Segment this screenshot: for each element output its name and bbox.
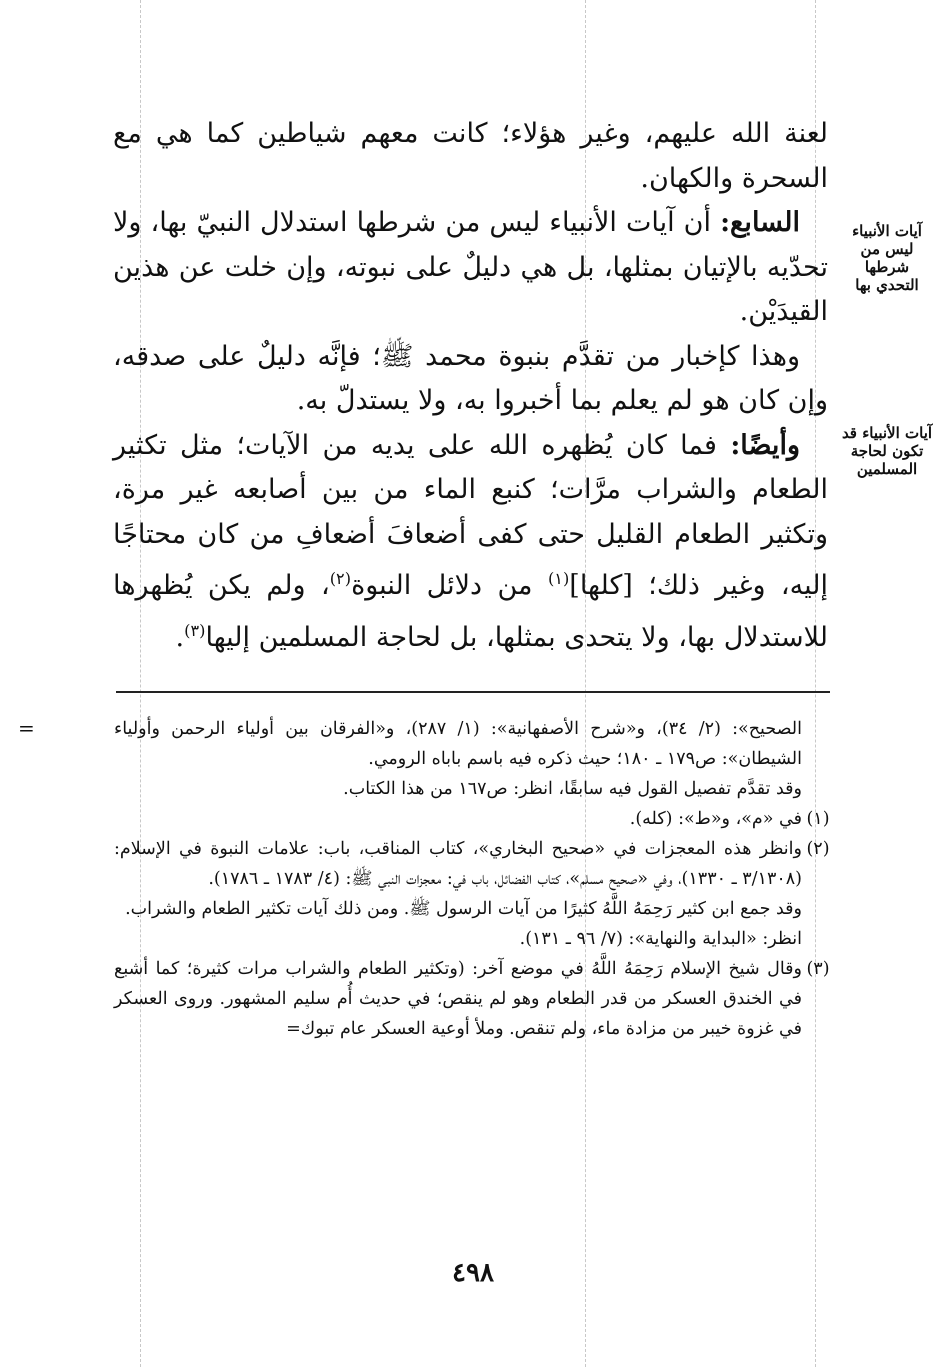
sidenote-1-line: ليس من شرطها	[860, 240, 914, 276]
paragraph-2-body: أن آيات الأنبياء ليس من شرطها استدلال النبيّ بها، ولا تحدّيه بالإتيان بمثلها، بل هي دليلٌ على نبوته، وإن خلت عن هذين القيدَيْن.	[113, 207, 828, 327]
paragraph-1: لعنة الله عليهم، وغير هؤلاء؛ كانت معهم شياطين كما هي مع السحرة والكهان.	[113, 118, 828, 194]
sidenote-1-line: التحدي بها	[855, 276, 919, 294]
footnote-3	[114, 954, 834, 1044]
sidenote-2-line: المسلمين	[856, 460, 918, 478]
paragraph-3: وهذا كإخبار من تقدَّم بنبوة محمد ﷺ؛ فإنَّه دليلٌ على صدقه، وإن كان هو لم يعلم بما أخبروا به، ولا يستدلّ به.	[113, 340, 828, 416]
paragraph-4-body-b: من دلائل النبوة	[351, 570, 533, 601]
paragraph-4-body-a: فما كان يُظهره الله على يديه من الآيات؛ مثل تكثير الطعام والشراب مرَّات؛ كنبع الماء من بين أصابعه غير مرة، وتكثير الطعام القليل حتى كفى أضعافَ أضعافِ من كان محتاجًا إليه، وغير ذلك؛ [كلها]	[113, 429, 828, 601]
sidenote-2-line: آيات الأنبياء قد	[841, 424, 933, 442]
footnote-text: وقد جمع ابن كثير رَحِمَهُ اللَّهُ كثيرًا من آيات الرسول ﷺ. ومن ذلك آيات تكثير الطعام والشراب.	[125, 899, 802, 919]
main-text	[113, 112, 828, 660]
footnotes	[114, 714, 834, 1044]
sidenote-1	[838, 222, 936, 294]
footnote-text: وقال شيخ الإسلام رَحِمَهُ اللَّهُ في موضع آخر: (وتكثير الطعام والشراب مرات كثيرة؛ كما أشبع في الخندق العسكر من قدر الطعام وهو لم ينقص؛ في حديث أُم سليم المشهور. وروى العسكر في غزوة خيبر من مزادة ماء، ولم تنقص. وملأ أوعية العسكر عام تبوك=	[114, 959, 802, 1039]
footnote-ref-3[interactable]: (٣)	[184, 620, 206, 640]
paragraph-2-lead: السابع:	[720, 207, 800, 238]
footnote-ref-1[interactable]: (١)	[547, 569, 570, 588]
page-number: ٤٩٨	[452, 1258, 494, 1288]
sidenote-1-line: آيات الأنبياء	[852, 222, 922, 240]
footnote-text: وانظر هذه المعجزات في «صحيح البخاري»، كتاب المناقب، باب: علامات النبوة في الإسلام: (٣/١٣٠٨ ـ ١٣٣٠)، وفي «صحيح مسلم»، كتاب الفضائل، باب في: معجزات النبي ﷺ: (٤/ ١٧٨٣ ـ ١٧٨٦).	[114, 839, 802, 889]
paragraph-4-body-c: ، ولم يكن يُظهرها للاستدلال بها، ولا يتحدى بمثلها، بل لحاجة المسلمين إليها	[113, 570, 828, 653]
paragraph-4	[113, 424, 828, 661]
paragraph-2	[113, 201, 828, 335]
footnote-continuation-mark: =	[18, 716, 35, 740]
footnote-number: (٢)	[806, 839, 830, 859]
footnote-number: (١)	[806, 809, 830, 829]
footnote-text: انظر: «البداية والنهاية»: (٧/ ٩٦ ـ ١٣١).	[519, 929, 802, 949]
sidenote-2-line: تكون لحاجة	[850, 442, 924, 460]
footnote-number: (٣)	[806, 959, 830, 979]
sidenote-2	[838, 424, 936, 478]
footnote-ref-2[interactable]: (٢)	[329, 569, 352, 588]
footnote-continued-text: وقد تقدَّم تفصيل القول فيه سابقًا، انظر: ص١٦٧ من هذا الكتاب.	[343, 779, 802, 799]
footnote-2	[114, 834, 834, 954]
footnote-separator	[116, 691, 830, 693]
footnote-continued	[114, 714, 834, 804]
paragraph-4-body-d: .	[175, 621, 185, 653]
footnote-1	[114, 804, 834, 834]
footnote-continued-text: الصحيح»: (٢/ ٣٤)، و«شرح الأصفهانية»: (١/ ٢٨٧)، و«الفرقان بين أولياء الرحمن وأولياء الشيطان»: ص١٧٩ ـ ١٨٠؛ حيث ذكره فيه باسم باباه الرومي.	[114, 719, 802, 769]
footnote-text: في «م»، و«ط»: (كله).	[629, 809, 802, 829]
paragraph-4-lead: وأيضًا:	[730, 429, 800, 461]
